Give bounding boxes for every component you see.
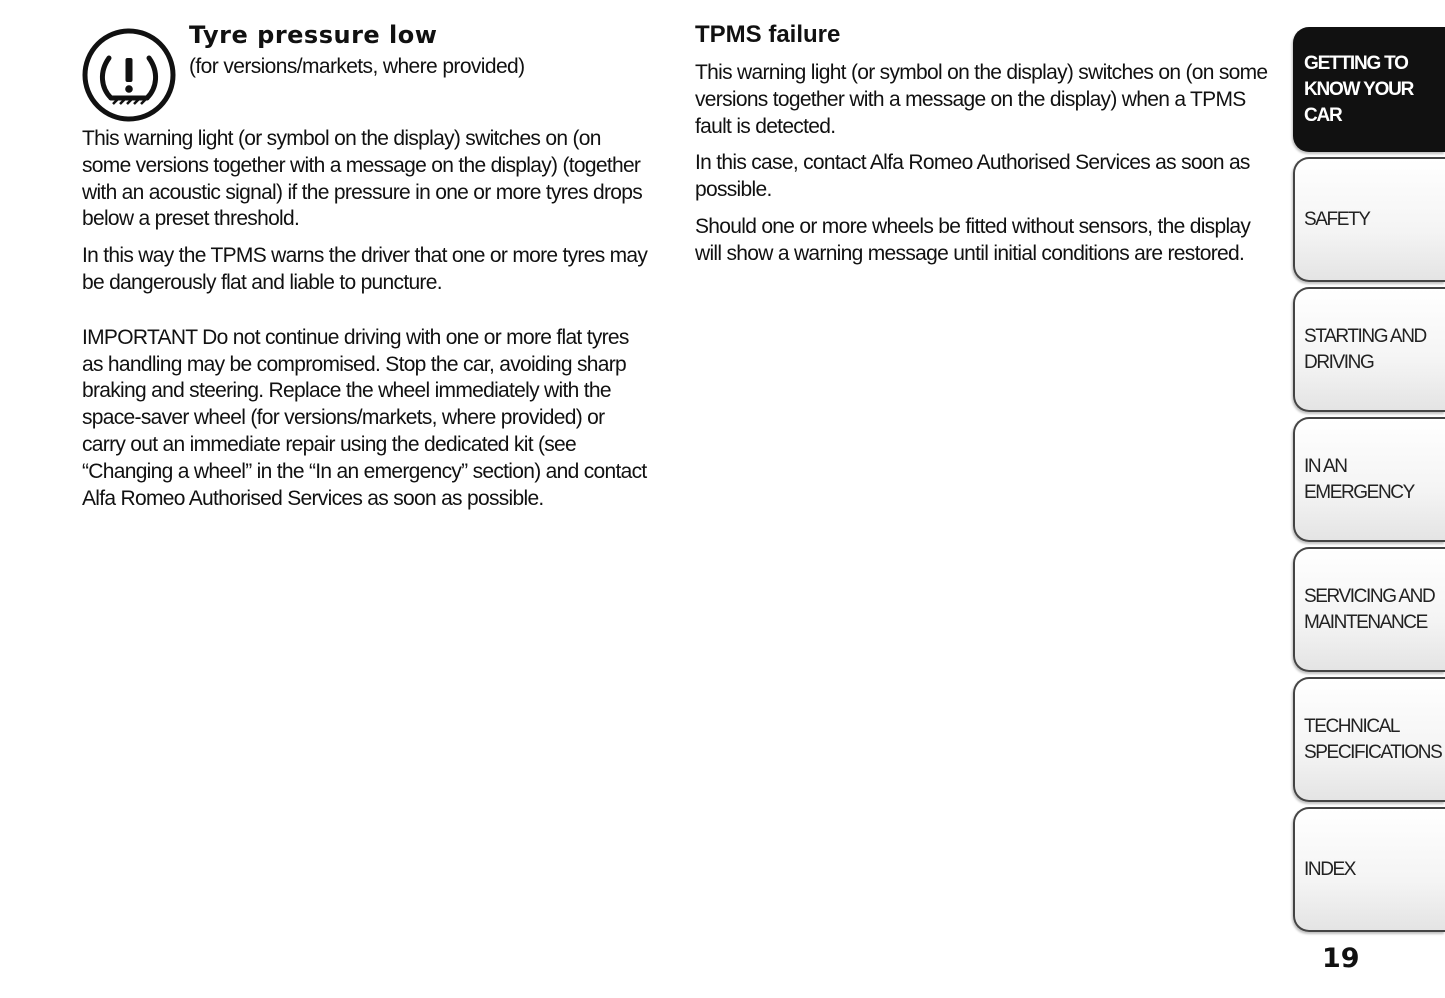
section-tabs bbox=[1293, 27, 1445, 937]
paragraph: In this case, contact Alfa Romeo Authorised Services as soon as possible. bbox=[695, 151, 1250, 202]
tab-label: IN AN EMERGENCY bbox=[1304, 455, 1414, 503]
tab-safety[interactable] bbox=[1293, 157, 1445, 282]
important-notice: IMPORTANT Do not continue driving with one or more flat tyres as handling may be compromised. Stop the car, avoiding sharp braking and steering. Replace the wheel immediately with the space-saver wheel (for versions/markets, where provided) or carry out an immediate repair using the dedicated kit (see “Changing a wheel” in the “In an emergency” section) and contact Alfa Romeo Authorised Services as soon as possible. bbox=[82, 325, 647, 510]
tab-label: INDEX bbox=[1304, 858, 1356, 880]
tyre-pressure-warning-icon bbox=[82, 28, 176, 122]
right-column bbox=[695, 20, 1270, 278]
tab-starting-and-driving[interactable] bbox=[1293, 287, 1445, 412]
tyre-pressure-heading-block bbox=[189, 20, 652, 80]
paragraph: This warning light (or symbol on the display) switches on (on some versions together with a message on the display) when a TPMS fault is detected. bbox=[695, 61, 1268, 138]
paragraph: Should one or more wheels be fitted without sensors, the display will show a warning message until initial conditions are restored. bbox=[695, 214, 1251, 265]
left-column bbox=[82, 20, 652, 522]
paragraph: This warning light (or symbol on the display) switches on (on some versions together with a message on the display) (together with an acoustic signal) if the pressure in one or more tyres drops below a preset threshold. bbox=[82, 127, 643, 231]
tab-label: STARTING AND DRIVING bbox=[1304, 325, 1426, 373]
availability-note: (for versions/markets, where provided) bbox=[189, 55, 525, 78]
tab-label: SAFETY bbox=[1304, 208, 1370, 230]
tpms-failure-body bbox=[695, 60, 1270, 268]
paragraph: In this way the TPMS warns the driver that one or more tyres may be dangerously flat and liable to puncture. bbox=[82, 244, 648, 294]
tab-index[interactable] bbox=[1293, 807, 1445, 932]
tab-in-an-emergency[interactable] bbox=[1293, 417, 1445, 542]
tab-servicing-and-maintenance[interactable] bbox=[1293, 547, 1445, 672]
tab-label: TECHNICAL SPECIFICATIONS bbox=[1304, 715, 1442, 763]
tab-label: GETTING TO KNOW YOUR CAR bbox=[1304, 52, 1414, 126]
tyre-pressure-body bbox=[82, 126, 652, 512]
tyre-pressure-heading: Tyre pressure low bbox=[189, 21, 438, 49]
tab-technical-specifications[interactable] bbox=[1293, 677, 1445, 802]
page-number: 19 bbox=[1322, 943, 1360, 974]
tpms-failure-heading: TPMS failure bbox=[695, 21, 841, 48]
tab-getting-to-know-your-car[interactable] bbox=[1293, 27, 1445, 152]
tab-label: SERVICING AND MAINTENANCE bbox=[1304, 585, 1435, 633]
